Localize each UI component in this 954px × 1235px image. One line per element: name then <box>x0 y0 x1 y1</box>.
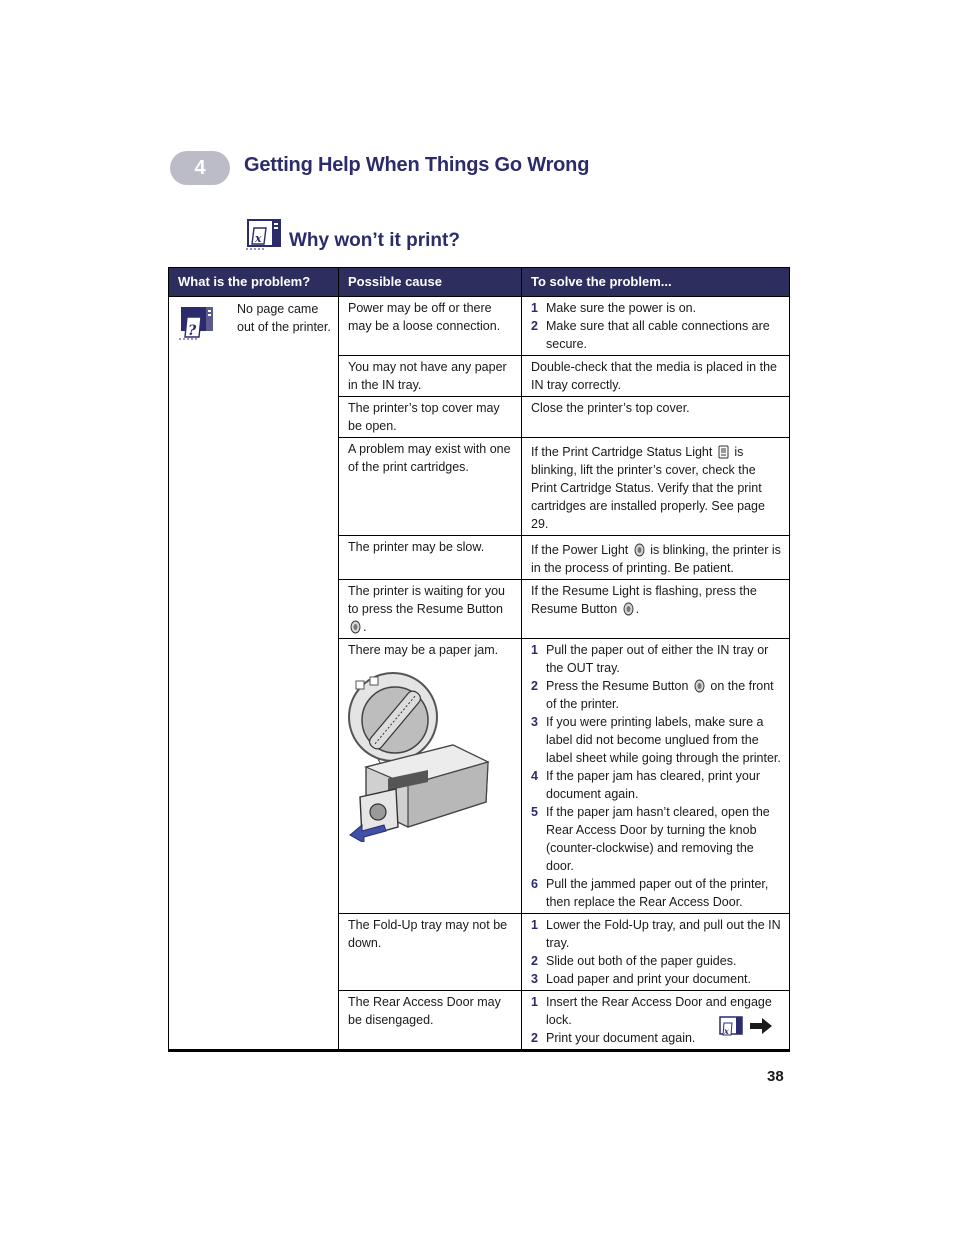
power-light-icon <box>634 543 645 557</box>
resume-button-icon <box>350 620 361 634</box>
page-number: 38 <box>767 1068 784 1085</box>
cause-cell: The printer’s top cover may be open. <box>339 397 522 438</box>
solution-cell <box>522 914 790 991</box>
chapter-number-badge: 4 <box>170 151 230 185</box>
resume-button-icon <box>694 679 705 693</box>
solution-cell: Double-check that the media is placed in the IN tray correctly. <box>522 356 790 397</box>
solution-cell: Close the printer’s top cover. <box>522 397 790 438</box>
cause-cell: A problem may exist with one of the print cartridges. <box>339 438 522 536</box>
print-cartridge-status-light-icon <box>718 445 729 459</box>
solution-step: 2 Make sure that all cable connections are secure. <box>531 319 770 351</box>
printer-question-icon <box>244 218 282 252</box>
problem-cell <box>169 297 339 1051</box>
next-page-arrow-icon[interactable] <box>718 1014 774 1040</box>
svg-text:?: ? <box>188 323 197 339</box>
cause-cell: The printer may be slow. <box>339 536 522 580</box>
column-header-problem: What is the problem? <box>169 268 339 297</box>
solution-step: 1 Make sure the power is on. <box>531 301 697 315</box>
paper-jam-illustration <box>348 667 498 842</box>
cause-cell: The Rear Access Door may be disengaged. <box>339 991 522 1051</box>
table-row <box>169 297 790 356</box>
printer-question-icon <box>179 305 223 341</box>
chapter-title: Getting Help When Things Go Wrong <box>244 154 590 176</box>
solution-cell <box>522 639 790 914</box>
resume-button-icon <box>623 602 634 616</box>
cause-cell: The printer is waiting for you to press the Resume Button . <box>339 580 522 639</box>
solution-step: 2 Print your document again. <box>531 1031 696 1045</box>
cause-cell: Power may be off or there may be a loose connection. <box>339 297 522 356</box>
cause-cell: You may not have any paper in the IN tray. <box>339 356 522 397</box>
svg-text:x: x <box>724 1026 729 1036</box>
solution-step: 5 If the paper jam hasn’t cleared, open the Rear Access Door by turning the knob (counter-clockwise) and removing the door. <box>531 805 770 873</box>
solution-cell: If the Resume Light is flashing, press the Resume Button . <box>522 580 790 639</box>
solution-cell: If the Print Cartridge Status Light is blinking, lift the printer’s cover, check the Print Cartridge Status. Verify that the print cartridges are installed properly. See page 29. <box>522 438 790 536</box>
troubleshooting-table <box>168 267 790 1052</box>
solution-step: 3 Load paper and print your document. <box>531 972 751 986</box>
solution-step: 1 Insert the Rear Access Door and engage lock. <box>531 995 772 1027</box>
solution-step: 4 If the paper jam has cleared, print your document again. <box>531 769 761 801</box>
cause-cell: The Fold-Up tray may not be down. <box>339 914 522 991</box>
cause-cell: There may be a paper jam. <box>339 639 522 914</box>
column-header-cause: Possible cause <box>339 268 522 297</box>
column-header-solution: To solve the problem... <box>522 268 790 297</box>
solution-cell <box>522 297 790 356</box>
table-header-row <box>169 268 790 297</box>
solution-step: 2 Press the Resume Button on the front of the printer. <box>531 679 774 711</box>
solution-step: 2 Slide out both of the paper guides. <box>531 954 737 968</box>
solution-step: 1 Pull the paper out of either the IN tray or the OUT tray. <box>531 643 769 675</box>
solution-step: 1 Lower the Fold-Up tray, and pull out the IN tray. <box>531 918 781 950</box>
problem-text: No page came out of the printer. <box>237 302 331 334</box>
solution-cell: If the Power Light is blinking, the printer is in the process of printing. Be patient. <box>522 536 790 580</box>
svg-text:x: x <box>255 232 262 245</box>
solution-step: 6 Pull the jammed paper out of the printer, then replace the Rear Access Door. <box>531 877 769 909</box>
solution-step: 3 If you were printing labels, make sure a label did not become unglued from the label sheet while going through the printer. <box>531 715 781 765</box>
section-title: Why won’t it print? <box>289 230 460 251</box>
